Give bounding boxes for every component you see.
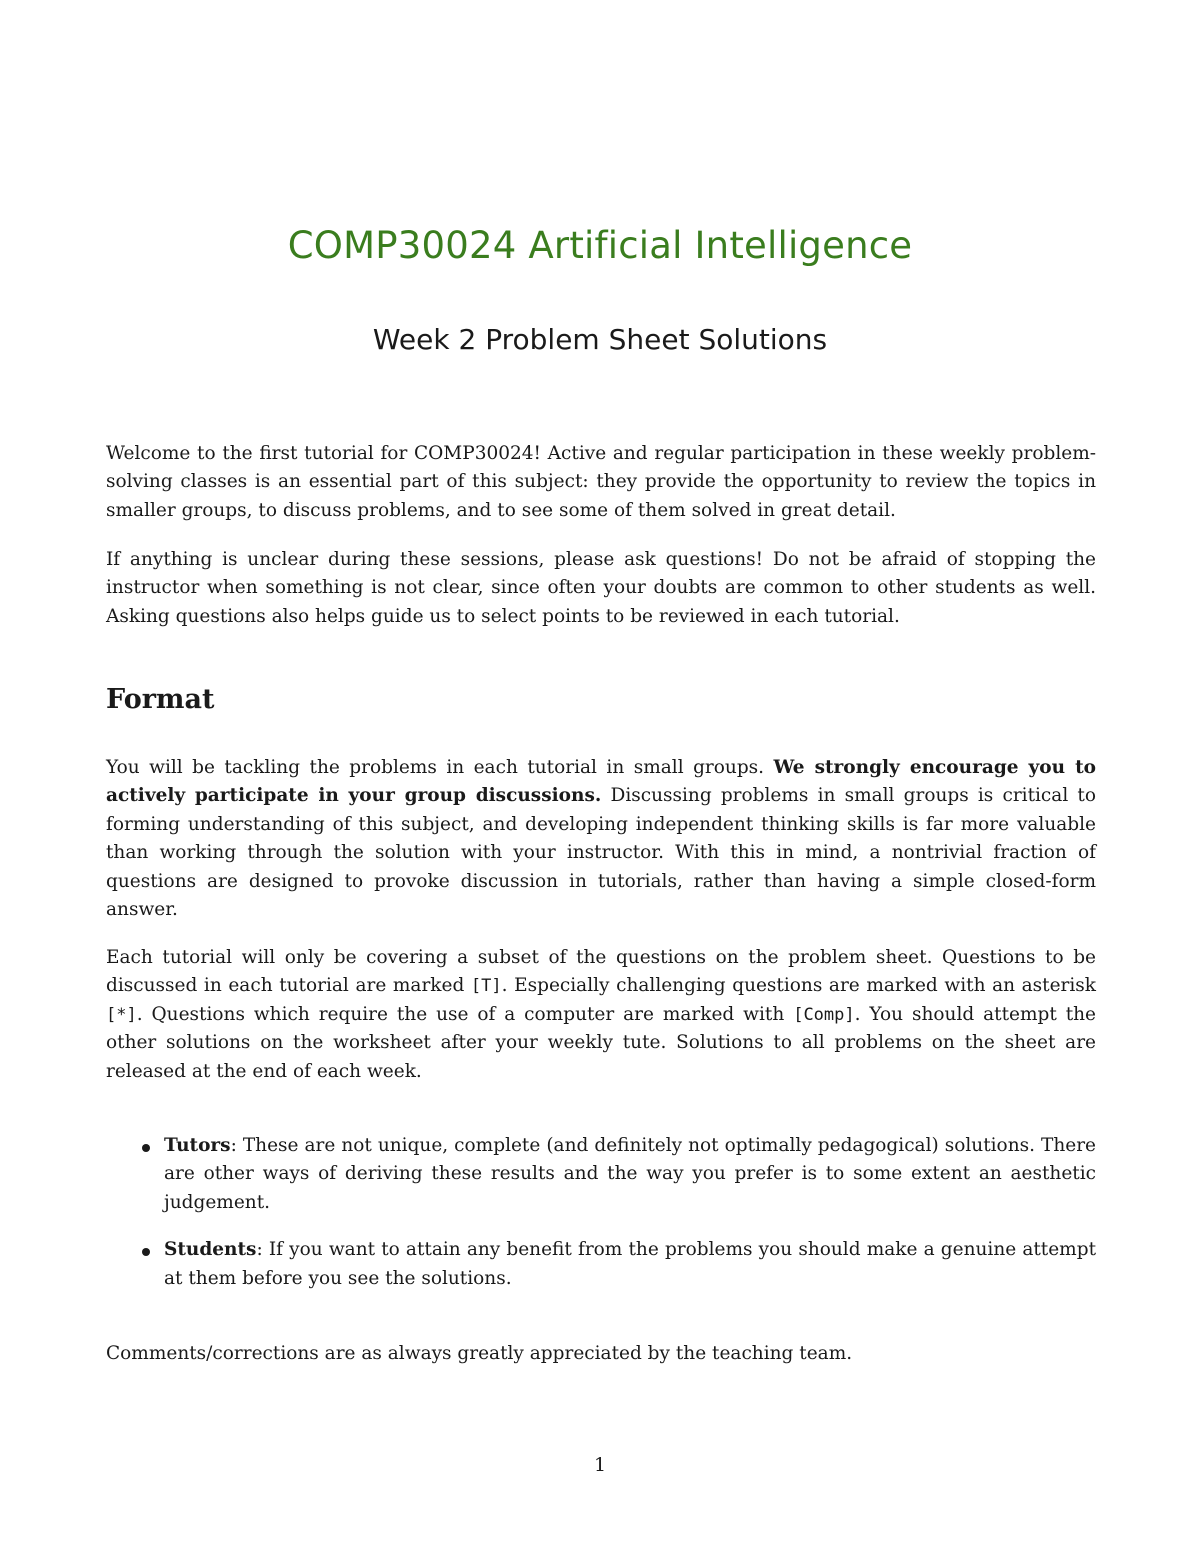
intro-paragraph-questions: If anything is unclear during these sessions, please ask questions! Do not be afraid of stopping the instructor when something is not clear, since often your doubts are common to other students as well. Asking questions also helps guide us to select points to be reviewed in each tutorial. [106, 549, 1096, 627]
markers-text-a: Each tutorial will only be covering a subset of the questions on the problem sheet. Questions to be discussed in each tutorial are marked [106, 947, 1096, 997]
bullet-text-students: : If you want to attain any benefit from the problems you should make a genuine attempt at them before you see the solutions. [164, 1239, 1096, 1289]
intro-paragraph-welcome: Welcome to the first tutorial for COMP30024! Active and regular participation in these weekly problem-solving classes is an essential part of this subject: they provide the opportunity to review the topics in smaller groups, to discuss problems, and to see some of them solved in great detail. [106, 443, 1096, 521]
bullet-label-students: Students [164, 1239, 257, 1261]
document-subtitle: Week 2 Problem Sheet Solutions [372, 323, 828, 356]
format-paragraph-groups-start: You will be tackling the problems in each tutorial in small groups. [106, 757, 774, 778]
bullet-label-tutors: Tutors [164, 1135, 231, 1156]
markers-text-c: . Questions which require the use of a computer are marked with [136, 1003, 794, 1025]
bullet-icon [142, 1144, 150, 1152]
format-paragraph-groups-emphasis: We strongly encourage you to actively participate in your group discussions. [106, 757, 1097, 807]
format-paragraph-groups-end: Discussing problems in small groups is critical to forming understanding of this subject, and developing independent thinking skills is far more valuable than working through the solution with your instructor. With this in mind, a nontrivial fraction of questions are designed to provoke discussion in tutorials, rather than having a simple closed-form answer. [106, 785, 1096, 921]
bullet-item-students [106, 1236, 1096, 1293]
bullet-icon [142, 1248, 150, 1256]
page-number: 1 [593, 1454, 607, 1476]
tag-computer-marker: [Comp] [793, 1004, 855, 1025]
markers-text-d: . You should attempt the other solutions on the worksheet after your weekly tute. Solutions to all problems on the sheet are released at the end of each week. [106, 1003, 1096, 1082]
format-paragraph-groups [106, 754, 1096, 924]
format-paragraph-markers [106, 944, 1096, 1086]
audience-bullet-list [106, 1132, 1096, 1293]
document-title: COMP30024 Artificial Intelligence [287, 224, 913, 267]
closing-paragraph: Comments/corrections are as always greatly appreciated by the teaching team. [106, 1343, 853, 1364]
tag-challenging-marker: [*] [106, 1004, 137, 1025]
bullet-item-tutors [106, 1132, 1096, 1217]
tag-tutorial-marker: [T] [470, 976, 502, 997]
bullet-text-tutors: : These are not unique, complete (and definitely not optimally pedagogical) solutions. There are other ways of deriving these results and the way you prefer is to some extent an aesthetic judgement. [164, 1135, 1096, 1213]
section-heading-format: Format [106, 684, 215, 715]
markers-text-b: . Especially challenging questions are marked with an asterisk [501, 975, 1097, 997]
